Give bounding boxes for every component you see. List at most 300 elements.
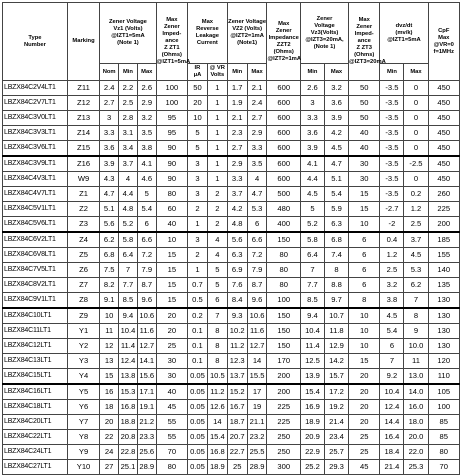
cell-zzt1: 80 [156,187,187,202]
cell-dvz-min: 3.2 [380,278,404,293]
cell-vz3-min: 5.8 [300,232,324,248]
table-row [3,324,460,339]
header-temp-coefficient: dvz/dt (mv/k) @IZT1=5mA [380,3,428,64]
table-row [3,232,460,248]
cell-vz3-max: 15.7 [324,369,348,385]
cell-type-number: LBZX84C7V5LT1 [3,263,68,278]
table-row [3,217,460,233]
cell-vr: 2 [207,187,227,202]
header-min: Min [227,64,247,81]
header-nom: Nom [100,64,119,81]
cell-vr: 1 [207,81,227,96]
table-row [3,293,460,309]
table-row [3,445,460,460]
cell-capacitance: 200 [428,217,460,233]
cell-vz-max: 11.6 [137,324,156,339]
cell-zzt3: 10 [349,308,380,324]
cell-vr: 14 [207,415,227,430]
cell-capacitance: 85 [428,415,460,430]
cell-vz-max: 3.5 [137,126,156,141]
cell-ir: 0.05 [188,460,208,475]
header-capacitance: CpF Max @VR=0 f=1MHz [428,3,460,81]
cell-vz2-min: 9.3 [227,308,247,324]
cell-vz2-max: 2.7 [247,111,267,126]
cell-vr: 1 [207,126,227,141]
cell-vz-nom: 11 [100,324,119,339]
cell-vz2-max: 8.7 [247,278,267,293]
cell-dvz-max: 3.7 [404,232,428,248]
cell-capacitance: 450 [428,96,460,111]
cell-vz-max: 7.9 [137,263,156,278]
cell-marking: Z2 [67,202,99,217]
cell-vz3-min: 7 [300,263,324,278]
cell-capacitance: 130 [428,339,460,354]
cell-marking: Y10 [67,460,99,475]
cell-vr: 5 [207,278,227,293]
table-row [3,430,460,445]
cell-vz-nom: 3.3 [100,126,119,141]
cell-dvz-max: 4.5 [404,248,428,263]
cell-type-number: LBZX84C13LT1 [3,354,68,369]
cell-vz-min: 7.7 [119,278,138,293]
cell-vz2-max: 4.7 [247,187,267,202]
cell-vz-max: 4.6 [137,172,156,187]
cell-capacitance: 185 [428,232,460,248]
cell-vz-min: 2.8 [119,111,138,126]
cell-vz3-min: 3.9 [300,141,324,157]
cell-marking: Z6 [67,263,99,278]
cell-vz-max: 2.9 [137,96,156,111]
cell-zzt1: 30 [156,369,187,385]
cell-zzt2: 250 [267,445,300,460]
cell-vz-min: 18.8 [119,415,138,430]
cell-marking: Z16 [67,156,99,172]
cell-vz-max: 6.6 [137,232,156,248]
cell-vr: 8 [207,354,227,369]
cell-capacitance: 130 [428,324,460,339]
cell-vz3-min: 16.9 [300,400,324,415]
cell-vz3-min: 8.5 [300,293,324,309]
cell-vr: 11.2 [207,384,227,400]
cell-capacitance: 450 [428,126,460,141]
cell-vr: 1 [207,111,227,126]
cell-dvz-min: -3.5 [380,141,404,157]
cell-zzt1: 90 [156,172,187,187]
cell-vr: 15.4 [207,430,227,445]
header-max: Max [247,64,267,81]
cell-ir: 0.05 [188,445,208,460]
cell-zzt3: 15 [349,202,380,217]
cell-dvz-min: 10.4 [380,384,404,400]
cell-ir: 0.7 [188,278,208,293]
cell-vz3-min: 15.4 [300,384,324,400]
cell-ir: 2 [188,202,208,217]
cell-vz3-min: 11.4 [300,339,324,354]
cell-marking: Z13 [67,111,99,126]
header-max: Max [404,64,428,81]
cell-type-number: LBZX84C12LT1 [3,339,68,354]
cell-dvz-min: 1.2 [380,248,404,263]
cell-dvz-min: 5.4 [380,324,404,339]
cell-vz3-max: 4.5 [324,141,348,157]
cell-zzt2: 200 [267,369,300,385]
cell-zzt3: 50 [349,81,380,96]
cell-vz-min: 2.2 [119,81,138,96]
cell-zzt1: 15 [156,293,187,309]
cell-dvz-max: 9 [404,324,428,339]
cell-marking: Y7 [67,415,99,430]
cell-vz2-min: 6.9 [227,263,247,278]
cell-vr: 5 [207,263,227,278]
cell-vz-nom: 12 [100,339,119,354]
cell-type-number: LBZX84C4V3LT1 [3,172,68,187]
cell-marking: Y1 [67,324,99,339]
cell-vz-max: 25.6 [137,445,156,460]
cell-dvz-min: 0.4 [380,232,404,248]
cell-vz3-min: 3 [300,96,324,111]
cell-type-number: LBZX84C18LT1 [3,400,68,415]
cell-dvz-min: 14.4 [380,415,404,430]
cell-vz2-min: 3.7 [227,187,247,202]
cell-dvz-min: 9.2 [380,369,404,385]
cell-vz3-min: 9.4 [300,308,324,324]
cell-vz-max: 7.2 [137,248,156,263]
header-zener-voltage-2: Zener Voltage VZ2 (Volts) @IZT2=1mA (Note1) [227,3,267,64]
cell-zzt2: 200 [267,384,300,400]
cell-vz3-max: 21.4 [324,415,348,430]
cell-dvz-max: 7 [404,293,428,309]
cell-vz-max: 9.6 [137,293,156,309]
cell-marking: Z11 [67,81,99,96]
cell-vz-max: 5 [137,187,156,202]
cell-capacitance: 70 [428,460,460,475]
cell-capacitance: 85 [428,430,460,445]
cell-zzt1: 90 [156,141,187,157]
cell-type-number: LBZX84C3V3LT1 [3,126,68,141]
cell-zzt3: 20 [349,369,380,385]
cell-vr: 4 [207,248,227,263]
cell-ir: 1 [188,217,208,233]
cell-ir: 3 [188,172,208,187]
cell-vz2-min: 4.8 [227,217,247,233]
cell-dvz-min: -3.5 [380,172,404,187]
cell-vz-max: 21.2 [137,415,156,430]
cell-capacitance: 110 [428,369,460,385]
cell-vr: 1 [207,172,227,187]
cell-vr: 8 [207,339,227,354]
cell-vr: 12.6 [207,400,227,415]
cell-zzt1: 20 [156,324,187,339]
table-row [3,384,460,400]
cell-marking: W9 [67,172,99,187]
cell-vz-min: 5.2 [119,217,138,233]
cell-dvz-min: -3.5 [380,96,404,111]
cell-vz3-max: 12.9 [324,339,348,354]
cell-dvz-max: 16.0 [404,400,428,415]
cell-dvz-max: 6.2 [404,278,428,293]
cell-marking: Z7 [67,278,99,293]
cell-vz-min: 5.8 [119,232,138,248]
cell-vz-nom: 3 [100,111,119,126]
cell-vz2-max: 11.6 [247,324,267,339]
cell-zzt2: 80 [267,278,300,293]
cell-zzt2: 80 [267,263,300,278]
cell-vz-max: 3.2 [137,111,156,126]
cell-ir: 3 [188,156,208,172]
cell-vz2-min: 2.7 [227,141,247,157]
cell-ir: 2 [188,248,208,263]
cell-marking: Y9 [67,445,99,460]
cell-type-number: LBZX84C6V2LT1 [3,232,68,248]
cell-vz2-min: 13.7 [227,369,247,385]
cell-zzt3: 25 [349,430,380,445]
cell-vz-nom: 15 [100,369,119,385]
cell-zzt3: 45 [349,460,380,475]
cell-marking: Y8 [67,430,99,445]
cell-zzt2: 480 [267,202,300,217]
cell-capacitance: 225 [428,202,460,217]
cell-vz3-max: 11.8 [324,324,348,339]
cell-vr: 6 [207,293,227,309]
cell-ir: 5 [188,141,208,157]
cell-vz3-min: 25.2 [300,460,324,475]
cell-type-number: LBZX84C6V8LT1 [3,248,68,263]
cell-dvz-min: 6 [380,339,404,354]
cell-ir: 0.05 [188,415,208,430]
cell-zzt3: 10 [349,339,380,354]
cell-ir: 0.05 [188,384,208,400]
cell-vz-min: 25.1 [119,460,138,475]
cell-dvz-max: 0 [404,172,428,187]
header-zener-impedance: Max Zener Imped- ance Z ZT1 (Ohms) @IZT1=5mA [156,3,187,81]
cell-type-number: LBZX84C8V2LT1 [3,278,68,293]
header-vr-volts: @ VR Volts [207,64,227,81]
cell-dvz-min: -3.5 [380,187,404,202]
cell-vz-max: 12.7 [137,339,156,354]
cell-vz-nom: 2.4 [100,81,119,96]
cell-vz-min: 10.4 [119,324,138,339]
cell-vr: 2 [207,217,227,233]
cell-vz-max: 2.6 [137,81,156,96]
cell-capacitance: 105 [428,384,460,400]
cell-vz2-max: 2.1 [247,81,267,96]
cell-vz2-max: 3.3 [247,141,267,157]
cell-dvz-max: 20.0 [404,430,428,445]
cell-zzt2: 150 [267,232,300,248]
cell-type-number: LBZX84C5V1LT1 [3,202,68,217]
cell-vr: 7 [207,308,227,324]
header-zener-voltage: Zener Voltage Vz1 (Volts) @IZT1=5mA (Note 1) [100,3,156,64]
cell-dvz-max: 0 [404,141,428,157]
cell-zzt1: 95 [156,126,187,141]
cell-ir: 0.1 [188,339,208,354]
cell-vz2-min: 1.9 [227,96,247,111]
cell-vz2-min: 12.3 [227,354,247,369]
table-row [3,339,460,354]
cell-zzt1: 15 [156,248,187,263]
cell-vz3-min: 5 [300,202,324,217]
cell-vz-nom: 22 [100,430,119,445]
table-row [3,81,460,96]
cell-vz3-min: 5.2 [300,217,324,233]
cell-dvz-max: 25.3 [404,460,428,475]
cell-vz-max: 17.1 [137,384,156,400]
cell-vz-max: 23.3 [137,430,156,445]
cell-zzt1: 15 [156,263,187,278]
cell-ir: 0.5 [188,293,208,309]
cell-vz-min: 22.8 [119,445,138,460]
cell-vz-min: 6.4 [119,248,138,263]
cell-vz3-max: 5.9 [324,202,348,217]
cell-type-number: LBZX84C22LT1 [3,430,68,445]
header-max: Max [324,64,348,81]
cell-zzt3: 20 [349,415,380,430]
cell-zzt3: 50 [349,96,380,111]
cell-vz2-min: 2.3 [227,126,247,141]
cell-vz3-max: 5.4 [324,187,348,202]
cell-zzt2: 600 [267,141,300,157]
cell-ir: 0.05 [188,400,208,415]
cell-capacitance: 450 [428,172,460,187]
cell-vz-min: 4.4 [119,187,138,202]
cell-vz-min: 9.4 [119,308,138,324]
cell-vz3-max: 6.8 [324,232,348,248]
cell-vz3-min: 4.4 [300,172,324,187]
cell-zzt2: 600 [267,111,300,126]
cell-dvz-max: 18.0 [404,415,428,430]
cell-vz-nom: 4.7 [100,187,119,202]
cell-dvz-min: 18.4 [380,445,404,460]
cell-vz-min: 4.8 [119,202,138,217]
cell-vz2-max: 19 [247,400,267,415]
cell-vz2-min: 16.7 [227,400,247,415]
cell-capacitance: 450 [428,111,460,126]
cell-dvz-max: 0 [404,126,428,141]
cell-type-number: LBZX84C20LT1 [3,415,68,430]
cell-dvz-min: -3.5 [380,111,404,126]
cell-zzt1: 20 [156,308,187,324]
cell-dvz-min: 4.5 [380,308,404,324]
cell-zzt1: 25 [156,339,187,354]
cell-type-number: LBZX84C3V9LT1 [3,156,68,172]
cell-capacitance: 155 [428,248,460,263]
cell-vz2-max: 5.3 [247,202,267,217]
cell-dvz-min: -2.7 [380,202,404,217]
cell-vz2-min: 2.1 [227,111,247,126]
cell-vz2-min: 1.7 [227,81,247,96]
cell-vz3-min: 4.5 [300,187,324,202]
cell-zzt1: 15 [156,278,187,293]
header-max: Max [137,64,156,81]
cell-vz3-max: 3.2 [324,81,348,96]
cell-vz2-max: 23.2 [247,430,267,445]
cell-zzt2: 600 [267,172,300,187]
cell-vz2-max: 10.6 [247,308,267,324]
header-reverse-leakage: Max Reverse Leakage Current [188,3,228,64]
cell-zzt3: 40 [349,126,380,141]
cell-capacitance: 450 [428,81,460,96]
cell-vz3-max: 8.8 [324,278,348,293]
cell-ir: 10 [188,111,208,126]
cell-vz-nom: 10 [100,308,119,324]
cell-marking: Z12 [67,96,99,111]
cell-zzt3: 30 [349,156,380,172]
cell-zzt3: 40 [349,141,380,157]
cell-vz3-max: 4.7 [324,156,348,172]
table-row [3,400,460,415]
cell-marking: Y2 [67,339,99,354]
cell-capacitance: 140 [428,263,460,278]
table-row [3,96,460,111]
cell-vz2-min: 15.2 [227,384,247,400]
cell-vz3-min: 10.4 [300,324,324,339]
cell-capacitance: 450 [428,156,460,172]
header-zener-voltage-3: Zener Voltage Vz3(Volts) @IZT3=20mA, (Note 1) [300,3,348,64]
cell-vz2-max: 6 [247,217,267,233]
cell-marking: Z8 [67,293,99,309]
cell-vz-nom: 9.1 [100,293,119,309]
cell-vz-max: 5.4 [137,202,156,217]
cell-vz-min: 13.8 [119,369,138,385]
cell-vz2-min: 11.2 [227,339,247,354]
cell-zzt3: 20 [349,384,380,400]
cell-vz3-max: 10.7 [324,308,348,324]
cell-vz2-max: 9.6 [247,293,267,309]
cell-vz2-min: 3.3 [227,172,247,187]
cell-vz3-max: 19.2 [324,400,348,415]
cell-vz2-max: 2.4 [247,96,267,111]
cell-vz-min: 20.8 [119,430,138,445]
cell-vz-min: 2.5 [119,96,138,111]
cell-zzt3: 10 [349,324,380,339]
cell-vz2-max: 17 [247,384,267,400]
header-ir-ua: IR μA [188,64,208,81]
table-row [3,111,460,126]
cell-vz2-min: 6.3 [227,248,247,263]
cell-vz3-max: 5.1 [324,172,348,187]
cell-vz-nom: 24 [100,445,119,460]
cell-ir: 50 [188,81,208,96]
cell-ir: 0.05 [188,369,208,385]
cell-vz2-max: 12.7 [247,339,267,354]
table-row [3,460,460,475]
cell-dvz-min: 7 [380,354,404,369]
cell-zzt2: 225 [267,415,300,430]
cell-zzt1: 80 [156,460,187,475]
cell-vz-nom: 18 [100,400,119,415]
cell-capacitance: 130 [428,293,460,309]
cell-zzt3: 15 [349,187,380,202]
cell-dvz-max: 0.2 [404,187,428,202]
cell-zzt1: 55 [156,430,187,445]
cell-dvz-max: 5.3 [404,263,428,278]
cell-vz-min: 12.4 [119,354,138,369]
cell-zzt2: 150 [267,308,300,324]
cell-vz-nom: 6.2 [100,232,119,248]
cell-vz3-min: 18.9 [300,415,324,430]
cell-marking: Z15 [67,141,99,157]
cell-dvz-min: -3.5 [380,81,404,96]
table-header [3,3,460,81]
cell-vz3-min: 7.7 [300,278,324,293]
cell-type-number: LBZX84C9V1LT1 [3,293,68,309]
cell-type-number: LBZX84C2V4LT1 [3,81,68,96]
cell-vz3-max: 3.6 [324,96,348,111]
cell-vz-nom: 20 [100,415,119,430]
cell-vz3-max: 23.4 [324,430,348,445]
cell-ir: 3 [188,232,208,248]
cell-vz-min: 16.8 [119,400,138,415]
